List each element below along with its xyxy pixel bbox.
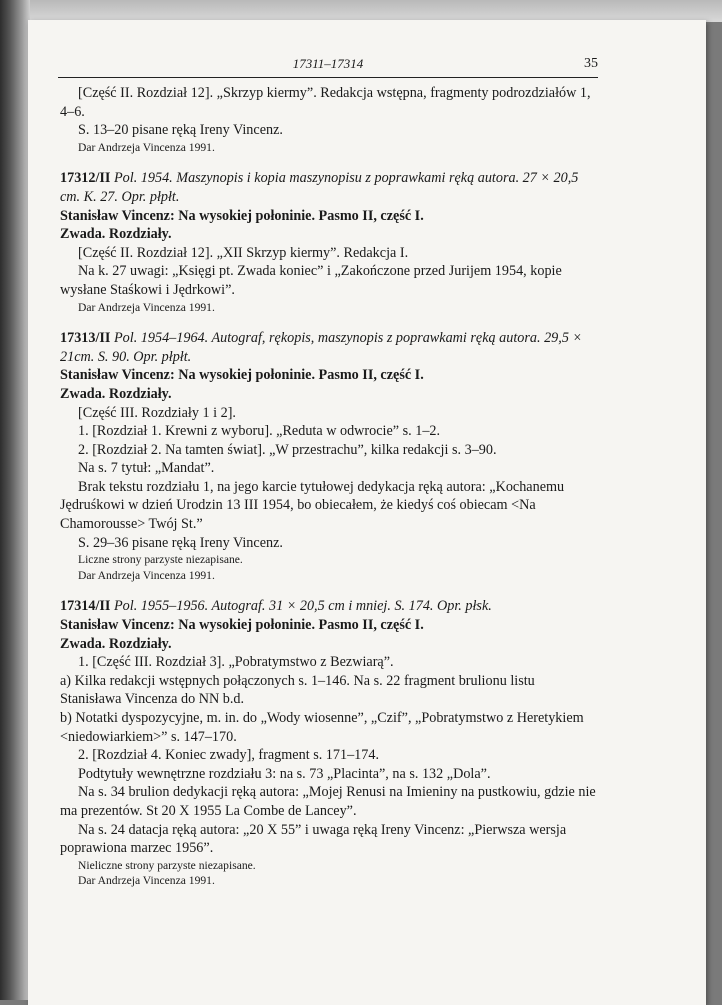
scan-edge-left — [0, 0, 30, 1000]
entry-line: [Część III. Rozdziały 1 i 2]. — [78, 404, 236, 421]
running-header — [58, 53, 598, 78]
entry-note: Nieliczne strony parzyste niezapisane. — [78, 858, 256, 872]
entry-note: Dar Andrzeja Vincenza 1991. — [78, 874, 215, 888]
entry-title: Stanisław Vincenz: Na wysokiej połoninie. Pasmo II, część I. — [60, 207, 424, 224]
entry-17312 — [60, 169, 598, 315]
entry-line: Na s. 7 tytuł: „Mandat”. — [78, 460, 215, 477]
scan-edge-top — [0, 0, 722, 22]
entry-continued — [60, 84, 598, 155]
entry-line: a) Kilka redakcji wstępnych połączonych s. 1–146. Na s. 22 fragment brulionu listu Stanisława Vincenza do NN b.d. — [60, 672, 535, 708]
entry-line: S. 13–20 pisane ręką Ireny Vincenz. — [78, 122, 283, 139]
entry-line: Na s. 34 brulion dedykacji ręką autora: „Mojej Renusi na Imieniny na pustkowiu, gdzie nie ma prezentów. St 20 X 1955 La Combe de Lancey”. — [60, 784, 596, 819]
entry-line: 1. [Część III. Rozdział 3]. „Pobratymstwo z Bezwiarą”. — [78, 654, 394, 671]
catalog-content — [60, 84, 598, 889]
entry-number: 17312/II — [60, 170, 111, 187]
entry-subtitle: Zwada. Rozdziały. — [60, 226, 172, 243]
entry-line: 2. [Rozdział 4. Koniec zwady], fragment s. 171–174. — [78, 747, 380, 764]
entry-line: Na k. 27 uwagi: „Księgi pt. Zwada koniec” i „Zakończone przed Jurijem 1954, kopie wysłane Staśkowi i Jędrkowi”. — [60, 263, 562, 298]
entry-subtitle: Zwada. Rozdziały. — [60, 385, 172, 402]
entry-line: 1. [Rozdział 1. Krewni z wyboru]. „Reduta w odwrocie” s. 1–2. — [78, 423, 441, 440]
entry-note: Liczne strony parzyste niezapisane. — [78, 553, 243, 567]
entry-note: Dar Andrzeja Vincenza 1991. — [78, 568, 215, 582]
entry-number: 17313/II — [60, 330, 111, 347]
entry-number: 17314/II — [60, 598, 111, 615]
entry-line: [Część II. Rozdział 12]. „Skrzyp kiermy”. Redakcja wstępna, fragmenty podrozdziałów 1, 4–6. — [60, 85, 591, 120]
entry-line: b) Notatki dyspozycyjne, m. in. do „Wody wiosenne”, „Czif”, „Pobratymstwo z Heretykiem <niedowiarkiem>” s. 147–170. — [60, 710, 584, 745]
entry-line: S. 29–36 pisane ręką Ireny Vincenz. — [78, 534, 283, 551]
entry-note: Dar Andrzeja Vincenza 1991. — [78, 140, 215, 154]
page-number: 35 — [584, 56, 598, 71]
entry-title: Stanisław Vincenz: Na wysokiej połoninie. Pasmo II, część I. — [60, 367, 424, 384]
entry-subtitle: Zwada. Rozdziały. — [60, 635, 172, 652]
entry-line: 2. [Rozdział 2. Na tamten świat]. „W przestrachu”, kilka redakcji s. 3–90. — [78, 441, 497, 458]
entry-description: Pol. 1955–1956. Autograf. 31 × 20,5 cm i mniej. S. 174. Opr. płsk. — [114, 598, 492, 615]
entry-line: [Część II. Rozdział 12]. „XII Skrzyp kiermy”. Redakcja I. — [78, 244, 409, 261]
entry-line: Na s. 24 datacja ręką autora: „20 X 55” i uwaga ręką Ireny Vincenz: „Pierwsza wersja poprawiona marzec 1956”. — [60, 821, 567, 857]
entry-17313 — [60, 329, 598, 583]
entry-17314 — [60, 597, 598, 889]
entry-note: Dar Andrzeja Vincenza 1991. — [78, 300, 215, 314]
entry-description: Pol. 1954–1964. Autograf, rękopis, maszynopis z poprawkami ręką autora. 29,5 × 21cm. S. 90. Opr. płpłt. — [60, 330, 583, 365]
entry-description: Pol. 1954. Maszynopis i kopia maszynopisu z poprawkami ręką autora. 27 × 20,5 cm. K. 27. Opr. płpłt. — [60, 170, 579, 205]
entry-line: Podtytuły wewnętrzne rozdziału 3: na s. 73 „Placinta”, na s. 132 „Dola”. — [78, 765, 491, 782]
entry-line: Brak tekstu rozdziału 1, na jego karcie tytułowej dedykacja ręką autora: „Kochanemu Jędruśkowi w dzień Urodzin 13 III 1954, bo obiecałem, że kiedyś coś obiecam <Na Chamorousse> Twój St.” — [60, 478, 565, 533]
entry-title: Stanisław Vincenz: Na wysokiej połoninie. Pasmo II, część I. — [60, 617, 424, 634]
header-range: 17311–17314 — [292, 56, 364, 71]
